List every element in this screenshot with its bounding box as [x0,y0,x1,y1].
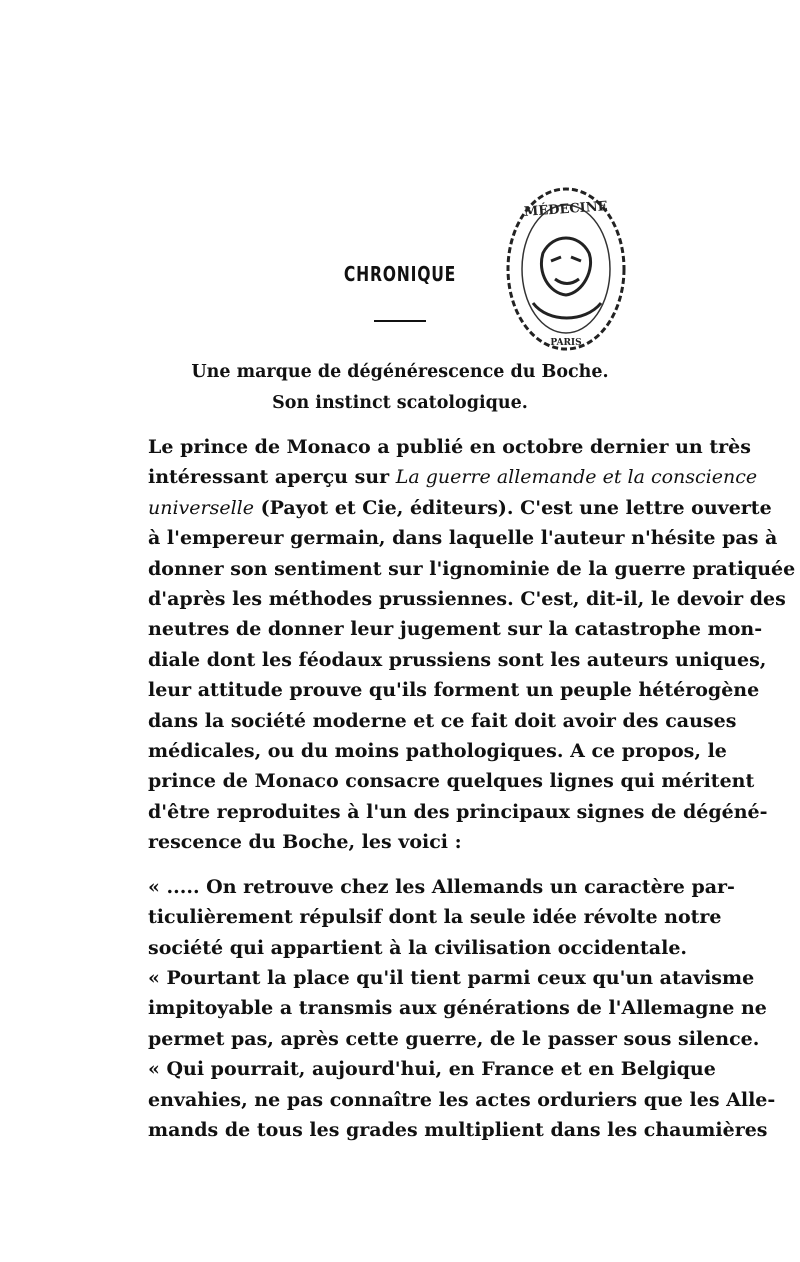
text-line: dans la société moderne et ce fait doit avoir des causes [148,709,737,732]
text-line: neutres de donner leur jugement sur la catastrophe mon- [148,618,763,641]
heading-divider [374,320,426,322]
text-line: d'être reproduites à l'un des principaux signes de dégéné- [148,800,768,823]
subtitle-line-2: Son instinct scatologique. [272,393,528,413]
library-stamp [503,183,629,355]
subtitle-line-1: Une marque de dégénérescence du Boche. [191,362,609,382]
text-line: d'après les méthodes prussiennes. C'est, dit-il, le devoir des [148,588,786,611]
text-span: (Payot et Cie, éditeurs). C'est une lettre ouverte [260,496,772,519]
text-line: envahies, ne pas connaître les actes orduriers que les Alle- [148,1088,776,1111]
text-line: mands de tous les grades multiplient dans les chaumières [148,1118,768,1141]
text-line: donner son sentiment sur l'ignominie de la guerre pratiquée [148,557,796,580]
text-line: permet pas, après cette guerre, de le passer sous silence. [148,1027,760,1050]
paragraph-4 [148,1054,776,1145]
page-heading: CHRONIQUE [343,262,457,286]
paragraph-3 [148,963,767,1054]
text-line: société qui appartient à la civilisation occidentale. [148,936,688,959]
text-line: impitoyable a transmis aux générations de l'Allemagne ne [148,997,767,1020]
italic-title: La guerre allemande et la conscience [395,466,758,489]
svg-text:MÉDECINE: MÉDECINE [523,199,609,220]
text-line: « ..... On retrouve chez les Allemands un caractère par- [148,875,735,898]
italic-title: universelle [148,496,255,519]
text-line: diale dont les féodaux prussiens sont les auteurs uniques, [148,648,767,671]
text-line [148,493,772,523]
text-line [148,462,758,492]
text-line: à l'empereur germain, dans laquelle l'auteur n'hésite pas à [148,527,778,550]
text-line: médicales, ou du moins pathologiques. A ce propos, le [148,740,727,763]
text-line: prince de Monaco consacre quelques lignes qui méritent [148,770,755,793]
text-line: Le prince de Monaco a publié en octobre dernier un très [148,436,751,458]
article-body [148,432,796,1145]
text-line: « Pourtant la place qu'il tient parmi ceux qu'un atavisme [148,966,755,989]
paragraph-2 [148,872,735,963]
text-line: ticulièrement répulsif dont la seule idée révolte notre [148,906,722,929]
text-line: « Qui pourrait, aujourd'hui, en France et en Belgique [148,1058,716,1081]
text-line: leur attitude prouve qu'ils forment un peuple hétérogène [148,679,760,702]
text-line: rescence du Boche, les voici : [148,831,462,854]
text-span: intéressant aperçu sur [148,466,390,489]
paragraph-1 [148,432,796,858]
svg-text:PARIS: PARIS [550,338,582,348]
